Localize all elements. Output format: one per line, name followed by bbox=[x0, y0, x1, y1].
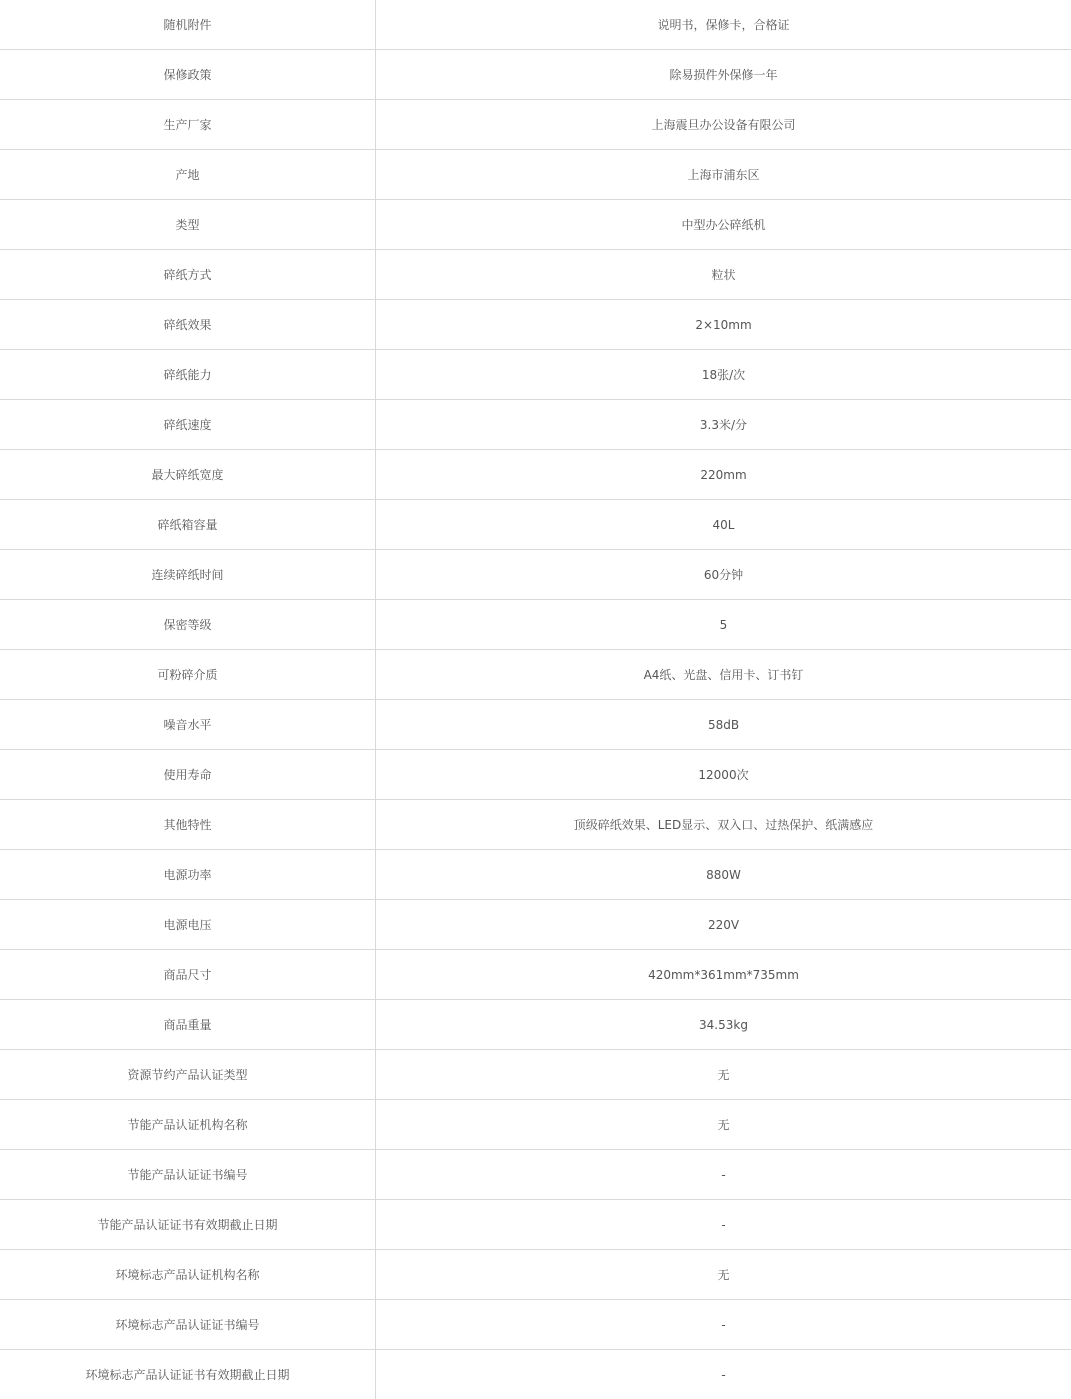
spec-label: 噪音水平 bbox=[0, 700, 376, 750]
table-row bbox=[0, 50, 1071, 100]
table-row bbox=[0, 1250, 1071, 1300]
spec-value: 420mm*361mm*735mm bbox=[376, 950, 1071, 1000]
spec-value: 2×10mm bbox=[376, 300, 1071, 350]
spec-label: 电源电压 bbox=[0, 900, 376, 950]
spec-value: 上海市浦东区 bbox=[376, 150, 1071, 200]
spec-label: 资源节约产品认证类型 bbox=[0, 1050, 376, 1100]
spec-label: 保修政策 bbox=[0, 50, 376, 100]
spec-value: 40L bbox=[376, 500, 1071, 550]
table-row bbox=[0, 800, 1071, 850]
spec-label: 随机附件 bbox=[0, 0, 376, 50]
table-row bbox=[0, 950, 1071, 1000]
spec-value: A4纸、光盘、信用卡、订书钉 bbox=[376, 650, 1071, 700]
spec-label: 节能产品认证证书编号 bbox=[0, 1150, 376, 1200]
spec-value: 12000次 bbox=[376, 750, 1071, 800]
table-row bbox=[0, 1150, 1071, 1200]
spec-value: - bbox=[376, 1300, 1071, 1350]
spec-value: 顶级碎纸效果、LED显示、双入口、过热保护、纸满感应 bbox=[376, 800, 1071, 850]
table-row bbox=[0, 1200, 1071, 1250]
spec-label: 电源功率 bbox=[0, 850, 376, 900]
table-row bbox=[0, 650, 1071, 700]
table-row bbox=[0, 1000, 1071, 1050]
spec-label: 其他特性 bbox=[0, 800, 376, 850]
table-row bbox=[0, 500, 1071, 550]
table-row bbox=[0, 450, 1071, 500]
spec-label: 碎纸箱容量 bbox=[0, 500, 376, 550]
spec-value: 220mm bbox=[376, 450, 1071, 500]
spec-label: 产地 bbox=[0, 150, 376, 200]
table-row bbox=[0, 1300, 1071, 1350]
spec-value: - bbox=[376, 1150, 1071, 1200]
table-row bbox=[0, 600, 1071, 650]
spec-value: - bbox=[376, 1200, 1071, 1250]
table-row bbox=[0, 700, 1071, 750]
spec-label: 环境标志产品认证证书编号 bbox=[0, 1300, 376, 1350]
spec-label: 使用寿命 bbox=[0, 750, 376, 800]
spec-value: 220V bbox=[376, 900, 1071, 950]
spec-value: 880W bbox=[376, 850, 1071, 900]
spec-label: 环境标志产品认证机构名称 bbox=[0, 1250, 376, 1300]
table-row bbox=[0, 300, 1071, 350]
table-row bbox=[0, 850, 1071, 900]
table-row bbox=[0, 1350, 1071, 1399]
spec-value: 58dB bbox=[376, 700, 1071, 750]
spec-label: 节能产品认证机构名称 bbox=[0, 1100, 376, 1150]
spec-label: 可粉碎介质 bbox=[0, 650, 376, 700]
spec-value: 中型办公碎纸机 bbox=[376, 200, 1071, 250]
spec-value: 60分钟 bbox=[376, 550, 1071, 600]
spec-label: 连续碎纸时间 bbox=[0, 550, 376, 600]
spec-value: 3.3米/分 bbox=[376, 400, 1071, 450]
spec-label: 类型 bbox=[0, 200, 376, 250]
spec-value: 无 bbox=[376, 1050, 1071, 1100]
spec-label: 环境标志产品认证证书有效期截止日期 bbox=[0, 1350, 376, 1399]
table-row bbox=[0, 250, 1071, 300]
spec-value: 无 bbox=[376, 1250, 1071, 1300]
spec-label: 生产厂家 bbox=[0, 100, 376, 150]
spec-value: 说明书，保修卡，合格证 bbox=[376, 0, 1071, 50]
table-row bbox=[0, 100, 1071, 150]
table-row bbox=[0, 150, 1071, 200]
spec-label: 碎纸速度 bbox=[0, 400, 376, 450]
table-row bbox=[0, 350, 1071, 400]
spec-value: 无 bbox=[376, 1100, 1071, 1150]
spec-value: 上海震旦办公设备有限公司 bbox=[376, 100, 1071, 150]
spec-label: 最大碎纸宽度 bbox=[0, 450, 376, 500]
table-row bbox=[0, 1100, 1071, 1150]
spec-value: 5 bbox=[376, 600, 1071, 650]
spec-value: 除易损件外保修一年 bbox=[376, 50, 1071, 100]
table-row bbox=[0, 750, 1071, 800]
spec-label: 商品尺寸 bbox=[0, 950, 376, 1000]
spec-value: 粒状 bbox=[376, 250, 1071, 300]
table-row bbox=[0, 1050, 1071, 1100]
spec-value: 34.53kg bbox=[376, 1000, 1071, 1050]
table-row bbox=[0, 0, 1071, 50]
spec-label: 商品重量 bbox=[0, 1000, 376, 1050]
spec-value: - bbox=[721, 1367, 726, 1382]
spec-label: 节能产品认证证书有效期截止日期 bbox=[0, 1200, 376, 1250]
table-row bbox=[0, 400, 1071, 450]
table-row bbox=[0, 550, 1071, 600]
spec-label: 碎纸能力 bbox=[0, 350, 376, 400]
spec-value: 18张/次 bbox=[376, 350, 1071, 400]
spec-label: 碎纸方式 bbox=[0, 250, 376, 300]
table-row bbox=[0, 200, 1071, 250]
spec-label: 碎纸效果 bbox=[0, 300, 376, 350]
table-row bbox=[0, 900, 1071, 950]
spec-label: 保密等级 bbox=[0, 600, 376, 650]
